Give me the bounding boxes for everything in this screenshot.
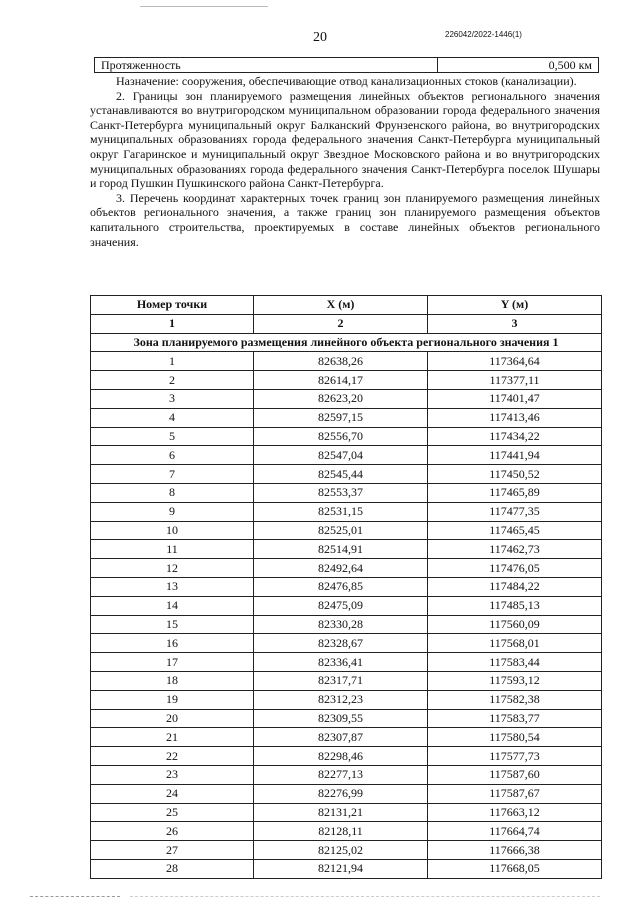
point-number-cell: 12 [91,559,254,578]
point-number-cell: 4 [91,408,254,427]
point-number-cell: 15 [91,615,254,634]
y-coordinate-cell: 117664,74 [428,822,602,841]
x-coordinate-cell: 82330,28 [254,615,428,634]
table-row [91,822,602,841]
table-row [91,671,602,690]
table-row [91,709,602,728]
column-number-2: 2 [254,314,428,333]
x-coordinate-cell: 82547,04 [254,446,428,465]
y-coordinate-cell: 117465,45 [428,521,602,540]
zone-title-row [91,333,602,352]
point-number-cell: 5 [91,427,254,446]
point-number-cell: 17 [91,653,254,672]
y-coordinate-cell: 117462,73 [428,540,602,559]
y-coordinate-cell: 117587,67 [428,784,602,803]
y-coordinate-cell: 117484,22 [428,577,602,596]
y-coordinate-cell: 117568,01 [428,634,602,653]
point-number-cell: 21 [91,728,254,747]
point-number-cell: 6 [91,446,254,465]
y-coordinate-cell: 117668,05 [428,859,602,878]
y-coordinate-cell: 117477,35 [428,502,602,521]
column-number-3: 3 [428,314,602,333]
point-number-cell: 27 [91,841,254,860]
length-table [94,57,599,73]
point-number-cell: 28 [91,859,254,878]
point-number-cell: 24 [91,784,254,803]
y-coordinate-cell: 117593,12 [428,671,602,690]
header-x: X (м) [254,296,428,315]
y-coordinate-cell: 117577,73 [428,747,602,766]
table-row [91,577,602,596]
table-row [91,728,602,747]
point-number-cell: 25 [91,803,254,822]
table-row [91,540,602,559]
table-row [91,352,602,371]
x-coordinate-cell: 82492,64 [254,559,428,578]
x-coordinate-cell: 82638,26 [254,352,428,371]
y-coordinate-cell: 117666,38 [428,841,602,860]
document-id: 226042/2022-1446(1) [445,30,522,39]
table-row [91,653,602,672]
y-coordinate-cell: 117485,13 [428,596,602,615]
purpose-paragraph: Назначение: сооружения, обеспечивающие отвод канализационных стоков (канализации). [116,74,577,88]
length-row [95,58,599,73]
x-coordinate-cell: 82545,44 [254,465,428,484]
point-number-cell: 7 [91,465,254,484]
point-number-cell: 16 [91,634,254,653]
x-coordinate-cell: 82475,09 [254,596,428,615]
y-coordinate-cell: 117663,12 [428,803,602,822]
x-coordinate-cell: 82298,46 [254,747,428,766]
scan-top-mark [140,6,268,7]
y-coordinate-cell: 117560,09 [428,615,602,634]
point-number-cell: 11 [91,540,254,559]
y-coordinate-cell: 117434,22 [428,427,602,446]
table-row [91,465,602,484]
point-number-cell: 9 [91,502,254,521]
x-coordinate-cell: 82125,02 [254,841,428,860]
zone-title: Зона планируемого размещения линейного объекта регионального значения 1 [91,333,602,352]
page-number: 20 [313,30,327,45]
y-coordinate-cell: 117582,38 [428,690,602,709]
point-number-cell: 13 [91,577,254,596]
coordinates-intro-paragraph: 3. Перечень координат характерных точек границ зон планируемого размещения линейных объектов регионального значения, а также границ зон планируемого размещения объектов капитального строительства, проектируемых в составе линейных объектов регионального значения. [90,190,600,249]
body-text [90,74,600,249]
table-row [91,371,602,390]
x-coordinate-cell: 82514,91 [254,540,428,559]
y-coordinate-cell: 117377,11 [428,371,602,390]
x-coordinate-cell: 82614,17 [254,371,428,390]
x-coordinate-cell: 82556,70 [254,427,428,446]
point-number-cell: 14 [91,596,254,615]
y-coordinate-cell: 117465,89 [428,483,602,502]
table-row [91,765,602,784]
x-coordinate-cell: 82328,67 [254,634,428,653]
table-row [91,427,602,446]
table-row [91,615,602,634]
table-row [91,559,602,578]
point-number-cell: 22 [91,747,254,766]
table-row [91,690,602,709]
x-coordinate-cell: 82312,23 [254,690,428,709]
x-coordinate-cell: 82336,41 [254,653,428,672]
header-point-number: Номер точки [91,296,254,315]
table-row [91,502,602,521]
y-coordinate-cell: 117413,46 [428,408,602,427]
point-number-cell: 10 [91,521,254,540]
y-coordinate-cell: 117364,64 [428,352,602,371]
length-label: Протяженность [95,58,438,73]
x-coordinate-cell: 82307,87 [254,728,428,747]
y-coordinate-cell: 117580,54 [428,728,602,747]
table-row [91,634,602,653]
y-coordinate-cell: 117441,94 [428,446,602,465]
length-value: 0,500 км [438,58,599,73]
y-coordinate-cell: 117476,05 [428,559,602,578]
y-coordinate-cell: 117401,47 [428,389,602,408]
header-y: Y (м) [428,296,602,315]
x-coordinate-cell: 82128,11 [254,822,428,841]
header-row [91,296,602,315]
table-row [91,803,602,822]
point-number-cell: 3 [91,389,254,408]
y-coordinate-cell: 117450,52 [428,465,602,484]
coordinates-table [90,295,602,879]
table-row [91,841,602,860]
x-coordinate-cell: 82276,99 [254,784,428,803]
point-number-cell: 20 [91,709,254,728]
x-coordinate-cell: 82277,13 [254,765,428,784]
y-coordinate-cell: 117583,44 [428,653,602,672]
x-coordinate-cell: 82121,94 [254,859,428,878]
table-row [91,784,602,803]
x-coordinate-cell: 82597,15 [254,408,428,427]
x-coordinate-cell: 82553,37 [254,483,428,502]
scan-bottom-mark-right [130,896,600,897]
y-coordinate-cell: 117587,60 [428,765,602,784]
scan-bottom-mark [30,896,120,897]
x-coordinate-cell: 82317,71 [254,671,428,690]
table-row [91,483,602,502]
table-row [91,521,602,540]
point-number-cell: 8 [91,483,254,502]
x-coordinate-cell: 82531,15 [254,502,428,521]
point-number-cell: 19 [91,690,254,709]
y-coordinate-cell: 117583,77 [428,709,602,728]
table-row [91,408,602,427]
table-row [91,596,602,615]
table-row [91,747,602,766]
table-row [91,859,602,878]
point-number-cell: 1 [91,352,254,371]
point-number-cell: 2 [91,371,254,390]
x-coordinate-cell: 82623,20 [254,389,428,408]
boundaries-paragraph: 2. Границы зон планируемого размещения линейных объектов регионального значения устанавливаются во внутригородском муниципальном образовании города федерального значения Санкт-Петербурга муниципальный округ Балканский Фрунзенского района, во внутригородских муниципальных образованиях города федерального значения Санкт-Петербурга муниципальный округ Гагаринское и муниципальный округ Звездное Московского района и во внутригородских муниципальных образованиях города федерального значения Санкт-Петербурга поселок Шушары и город Пушкин Пушкинского района Санкт-Петербурга. [90,88,600,191]
table-row [91,389,602,408]
x-coordinate-cell: 82476,85 [254,577,428,596]
column-number-1: 1 [91,314,254,333]
x-coordinate-cell: 82525,01 [254,521,428,540]
point-number-cell: 18 [91,671,254,690]
point-number-cell: 23 [91,765,254,784]
column-number-row [91,314,602,333]
point-number-cell: 26 [91,822,254,841]
table-row [91,446,602,465]
x-coordinate-cell: 82309,55 [254,709,428,728]
x-coordinate-cell: 82131,21 [254,803,428,822]
